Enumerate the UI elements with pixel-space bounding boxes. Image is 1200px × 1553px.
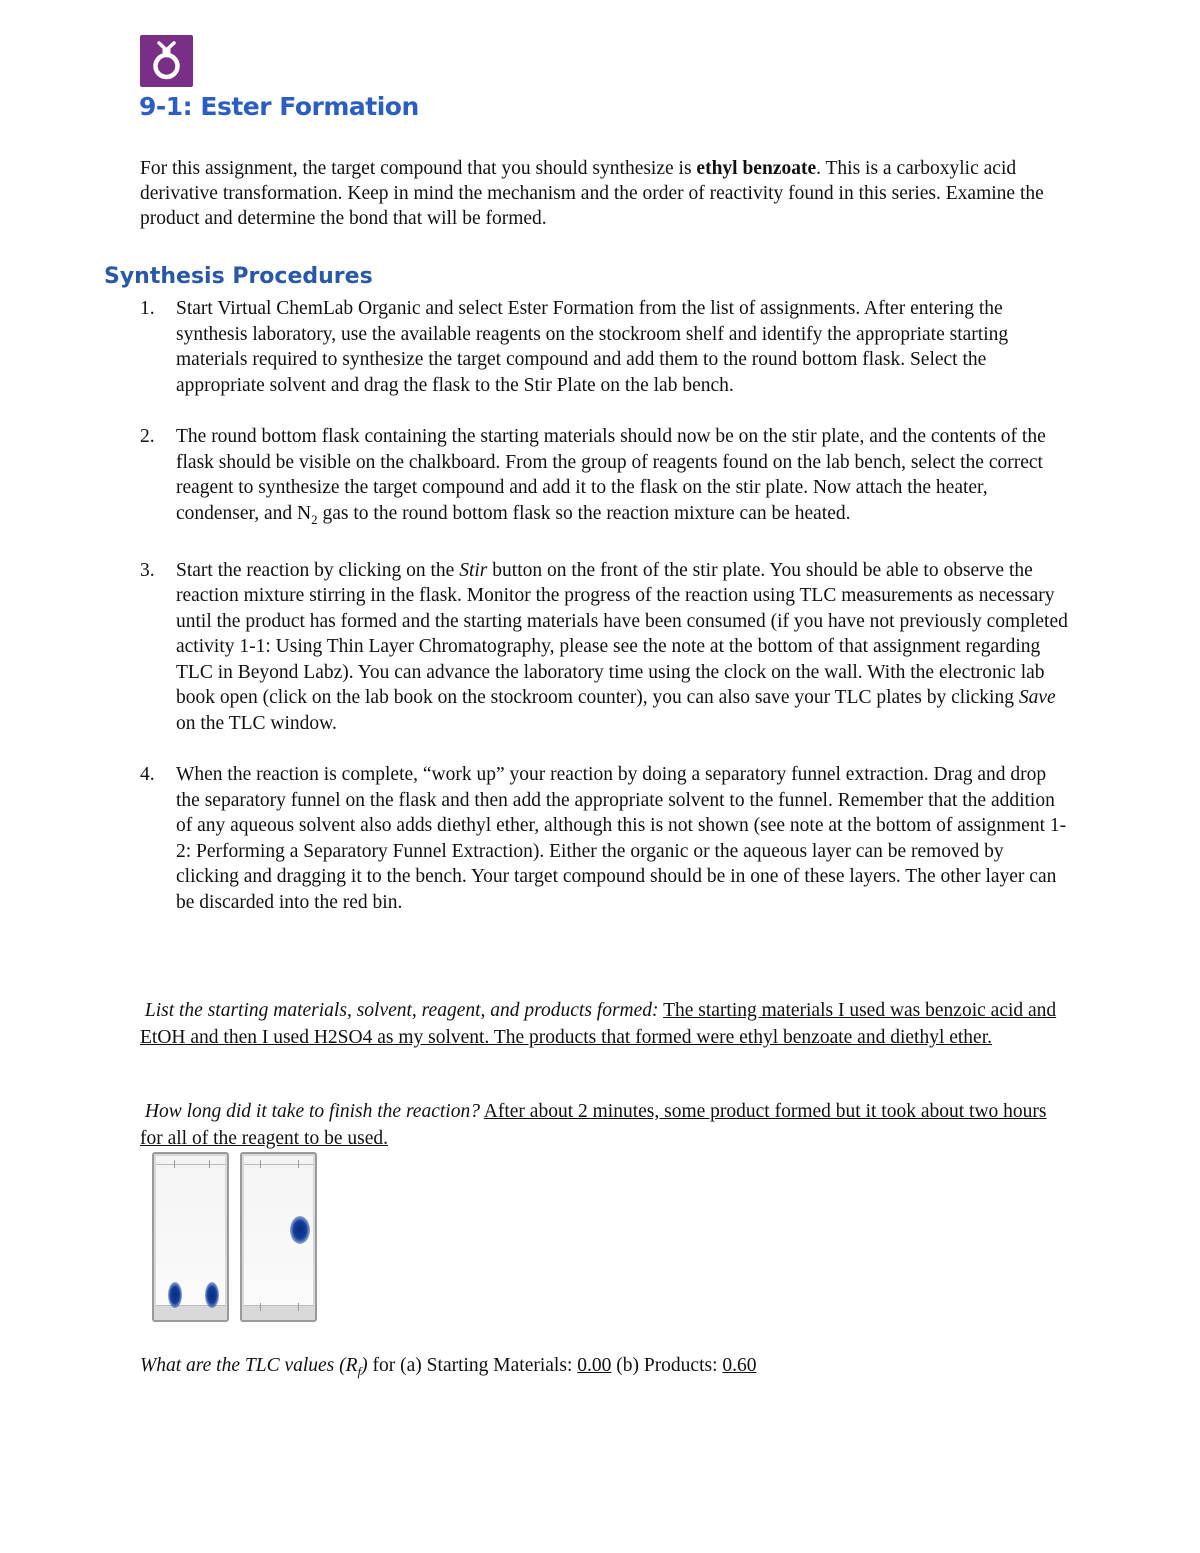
procedure-step-3 [140,558,1070,737]
step-text: When the reaction is complete, “work up” your reaction by doing a separatory funnel extraction. Drag and drop the separatory funnel on the flask and then add the appropriate solvent to the funnel. Remember that the addition of any aqueous solvent also adds diethyl ether, although this is not shown (see note at the bottom of assignment 1-2: Performing a Separatory Funnel Extraction). Either the organic or the aqueous layer can be removed by clicking and dragging it to the bench. Your target compound should be in one of these layers. The other layer can be discarded into the red bin. [176,764,1067,913]
procedure-step-2 [140,424,1070,532]
procedure-step-1 [140,296,1070,398]
step-number: 3. [140,559,155,581]
step-number: 4. [140,764,155,786]
page-title: 9-1: Ester Formation [139,92,419,121]
tlc-spot [168,1282,182,1308]
question-materials [140,997,1070,1051]
intro-paragraph: For this assignment, the target compound that you should synthesize is ethyl benzoate. This is a carboxylic acid derivative transformation. Keep in mind the mechanism and the order of reactivity found in this series. Examine the product and determine the bond that will be formed. [140,158,1044,229]
tlc-spot [290,1216,310,1244]
step-number: 2. [140,426,155,447]
tlc-plate-starting-materials [152,1152,229,1322]
step-number: 1. [140,298,155,319]
flask-logo-icon [140,35,193,87]
question-prompt: List the starting materials, solvent, reagent, and products formed: [144,1000,659,1021]
target-compound: ethyl benzoate [696,158,817,179]
question-prompt: How long did it take to finish the reaction? [144,1101,480,1122]
answer-text: The starting materials I used was benzoic acid and EtOH and then I used H2SO4 as my solvent. The products that formed were ethyl benzoate and diethyl ether. [140,1000,1057,1048]
tlc-plate-products [240,1152,317,1322]
procedure-step-4 [140,762,1070,915]
step-text: Start the reaction by clicking on the Stir button on the front of the stir plate. You should be able to observe the reaction mixture stirring in the flask. Monitor the progress of the reaction using TLC measurements as necessary until the product has formed and the starting materials have been consumed (if you have not previously completed activity 1-1: Using Thin Layer Chromatography, please see the note at the bottom of that assignment regarding TLC in Beyond Labz). You can advance the laboratory time using the clock on the wall. With the electronic lab book open (click on the lab book on the stockroom counter), you can also save your TLC plates by clicking Save on the TLC window. [176,559,1068,734]
step-text: Start Virtual ChemLab Organic and select Ester Formation from the list of assignments. After entering the synthesis laboratory, use the available reagents on the stockroom shelf and identify the appropriate starting materials required to synthesize the target compound and add them to the round bottom flask. Select the appropriate solvent and drag the flask to the Stir Plate on the lab bench. [176,298,1009,396]
tlc-spot [205,1282,219,1308]
step-text: The round bottom flask containing the starting materials should now be on the stir plate, and the contents of the flask should be visible on the chalkboard. From the group of reagents found on the lab bench, select the correct reagent to synthesize the target compound and add it to the flask on the stir plate. Now attach the heater, condenser, and $N_2$ gas to the round bottom flask so the reaction mixture can be heated. [176,426,1046,527]
rf-starting-materials-value: 0.00 [577,1355,612,1376]
answer-text: After about 2 minutes, some product formed but it took about two hours for all of the reagent to be used. [140,1101,1047,1149]
section-heading: Synthesis Procedures [104,264,373,289]
procedure-list [140,296,1070,915]
question-duration [140,1098,1070,1152]
rf-products-value: 0.60 [722,1355,757,1376]
question-prompt: What are the TLC values $(R_f)$ [140,1355,368,1379]
question-tlc-values: What are the TLC values $(R_f)$ for (a) Starting Materials: 0.00 (b) Products: 0.60 [140,1355,757,1379]
